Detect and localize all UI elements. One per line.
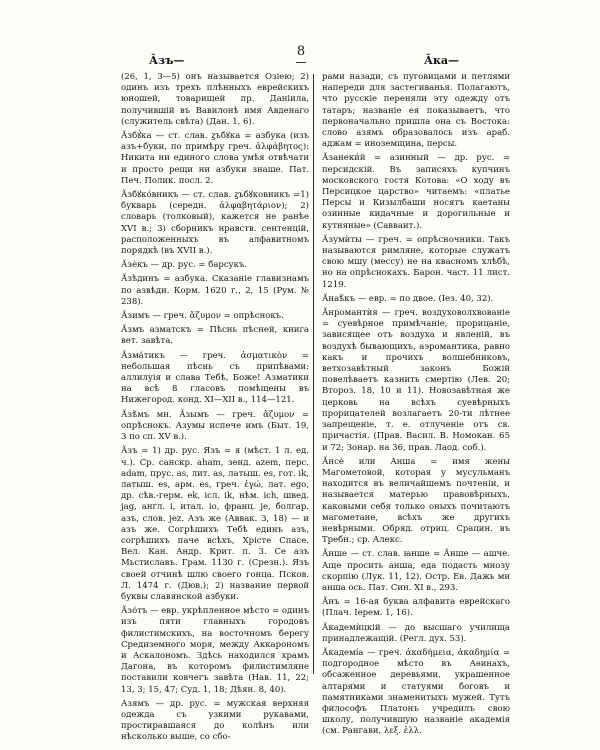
page-header xyxy=(0,44,600,70)
dictionary-entry: Ӑнсѐ или Анша = имя жены Магометовой, которая у мусульманъ находится въ величайшемъ почтеніи, и называется матерью правовѣрныхъ, каковыми себя только оныхъ почитаютъ магометане, всѣхъ же другихъ невѣрными. Обряд. отриц. Срацин. въ Требн.; ср. Алекс. xyxy=(322,456,510,546)
dictionary-entry: Ӑзанеки́й = азинный — др. рус. = персидскій. Въ записяхъ купчинъ московского гостя Котова: «О ходу въ Персицкое царство» читаемъ: «платье Персы и Кизылбаши носятъ каетаны озинные кидачные и дорогильные и кутняные» (Савваит.). xyxy=(322,153,510,231)
dictionary-entry: Ӑзѐкъ — др. рус. = барсукъ. xyxy=(121,260,248,271)
dictionary-entry: Ӑзо́тъ — евр. укрѣпленное мѣсто = одинъ изъ пяти главныхъ городовъ филистимскихъ, на восточномъ берегу Средиземного моря, между Аккарономъ и Аскалономъ. Здѣсь находился храмъ Дагона, въ которомъ филистимляне поставили ковчегъ завѣта (Нав. 11, 22; 13, 3; 15, 47; Суд. 1, 18; Дѣян. 8, 40). xyxy=(121,606,309,695)
page-number-rule xyxy=(296,62,306,63)
dictionary-entry: Ӑнше — ст. слав. ꙗнше = Ӑнше — ашче. Аще просить анша, еда подасть мнозу скорпію (Лук. 11, 12). Остр. Ев. Дажь ми анша ось. Пат. Син. XI в., 293. xyxy=(322,549,510,593)
dictionary-entry: Ӑнромантѝя — греч. воздуховолхвованіе = суевѣрное примѣчаніе, прорицаніе, зависящее отъ воздуха и явленій, въ воздухѣ бывающихъ, аэромантика, равно какъ и прочихъ волшебниковъ, ветхозавѣтный законъ Божій повелѣваетъ казнить смертію (Лев. 20; Второз. 18, 10 и 11). Новозавѣтная же церковь на всѣхъ суевѣрныхъ прорицателей возлагаетъ 20-ти лѣтнее запрещеніе, т. е. отлученіе отъ св. причастія. (Прав. Васил. В. Номокан. 65 и 72; Зонар. на 36, прав. Лаод. соб.). xyxy=(322,308,510,453)
column-divider xyxy=(313,74,314,674)
right-running-head: Ӑка— xyxy=(424,54,460,67)
dictionary-entry: Ӑзумѝты — греч. = опрѣсночники. Такъ называются римляне, которые служатъ свою мшу (мессу) не на квасномъ хлѣбѣ, но на опрѣснокахъ. Барон. част. 11 лист. 1219. xyxy=(322,234,510,290)
dictionary-entry: Ӑзѣдинъ = азбука. Сказаніе главизнамъ по азвѣди. Корм. 1620 г., 2, 15 (Рум. № 238). xyxy=(121,274,309,307)
dictionary-entry: Ӑкадемѝцкій — до высшаго училища принадлежащій. (Регл. дух. 53). xyxy=(322,622,510,644)
dictionary-entry: Азямъ — др. рус. = мужская верхняя одежда съ узкими рукавами, простиравшаяся до колѣнъ или нѣсколько выше, со сбо- xyxy=(121,698,309,743)
left-running-head: Ӑзъ— xyxy=(149,54,185,67)
dictionary-entry: Ӑзѣ́мъ мн. Ӑзымъ — греч. ἄζυμον = опрѣснокъ. Азумы испече имъ (Быт. 19, 3 по сп. XV в.). xyxy=(121,409,309,443)
dictionary-entry: Ӑзмъ азматскъ = Пѣснь пѣсней, книга вет. завѣта. xyxy=(121,325,309,347)
dictionary-entry: рами назади, съ пуговицами и петлями напереди для застегиванья. Полагаютъ, что русскіе переняли эту одежду отъ татаръ; названіе ея показываетъ, что первоначально пришла она съ Востока: слово азямъ образовалось изъ араб. аджам = иноземщина, персы. xyxy=(322,72,510,150)
dictionary-entry: Ӑнаѣ́къ — евр. = по двое. (Іез. 40, 32). xyxy=(322,293,494,304)
left-column xyxy=(121,72,309,747)
page-number: 8 xyxy=(296,44,306,59)
dictionary-entry: Ӑкадемі́а — греч. ἀκαδήμεια, ἀκαδημία = подгородное мѣсто въ Аѳинахъ, обсаженное деревьями, украшенное алтарями и статуями боговъ и памятниками знаменитыхъ мужей. Тутъ философъ Платонъ учредилъ свою школу, получившую названіе академія (см. Рангави, λεξ. ἑλλ. xyxy=(322,647,510,737)
dictionary-entry: Ӑзбꙋ́ка — ст. слав. ꙁъбꙋка = азбука (изъ азъ+буки, по примѣру греч. ἀλφάβητος): Никита ни единого слова умѣя отвѣчати и просто рещи ни азбуки знаше. Пат. Печ. Полик. посл. 2. xyxy=(121,131,309,186)
dictionary-entry: Ӑзъ = 1) др. рус. Язъ = я (мѣст. 1 л. ед. ч.). Ср. санскр. aham, зенд. azem, перс. adam, прус. as, лит. as, латыш. es, гот. ik, латыш. es, арм. es, греч. ἐγώ, лат. ego, др. сѣв.-герм. ek, ісл. ik, нѣм. ich, швед. jag, англ. i, итал. io, франц. je, болгар. азъ, слов. jez. Азъ же (Аввак. 3, 18) — и азъ же. Согрѣшихъ Тебѣ единъ азъ, согрѣшихъ паче всѣхъ, Хрісте Спасе. Вел. Кан. Андр. Крит. п. 3. Се азъ Мьстиславъ. Грам. 1130 г. (Срезн.). Язъ своей отчинѣ шлю своего гонца. Псков. Л. 1474 г. (Дюв.); 2) название первой буквы славянской азбуки. xyxy=(121,446,309,602)
dictionary-entry: Ӑнъ = 16-ая буква алфавита еврейскаго (Плач. Іерем. 1, 16). xyxy=(322,597,510,619)
right-column xyxy=(322,72,510,741)
dictionary-entry: Ӑзимъ — греч. ἄζυμον = опрѣснокъ. xyxy=(121,311,284,322)
dictionary-entry: (26, 1, 3—5) онъ называется Озіею; 2) одинъ изъ трехъ плѣнныхъ еврейскихъ юношей, товарищей пр. Даніила, получившій въ Вавилонѣ имя Авденаго (служитель свѣта) (Дан. 1, 6). xyxy=(121,72,309,127)
dictionary-entry: Ӑзбꙋкóвникъ — ст. слав. ꙁъбꙋковникъ =1) букварь (середн. ἀλφαβητάριον); 2) словарь (толковый), кажется не ранѣе XVI в.; 3) сборникъ нравств. сентенцій, расположенныхъ въ алфавитномъ порядкѣ (въ XVII в.). xyxy=(121,190,309,257)
dictionary-entry: Ӑзма́тикъ — греч. ἀσματικὸν = небольшая пѣснь съ припѣвами: аллилуія и слава Тебѣ, Боже! Азматики на всѣ 8 гласовъ помѣщены въ Нижегород. конд. XI—XII в., 114—121. xyxy=(121,350,309,406)
